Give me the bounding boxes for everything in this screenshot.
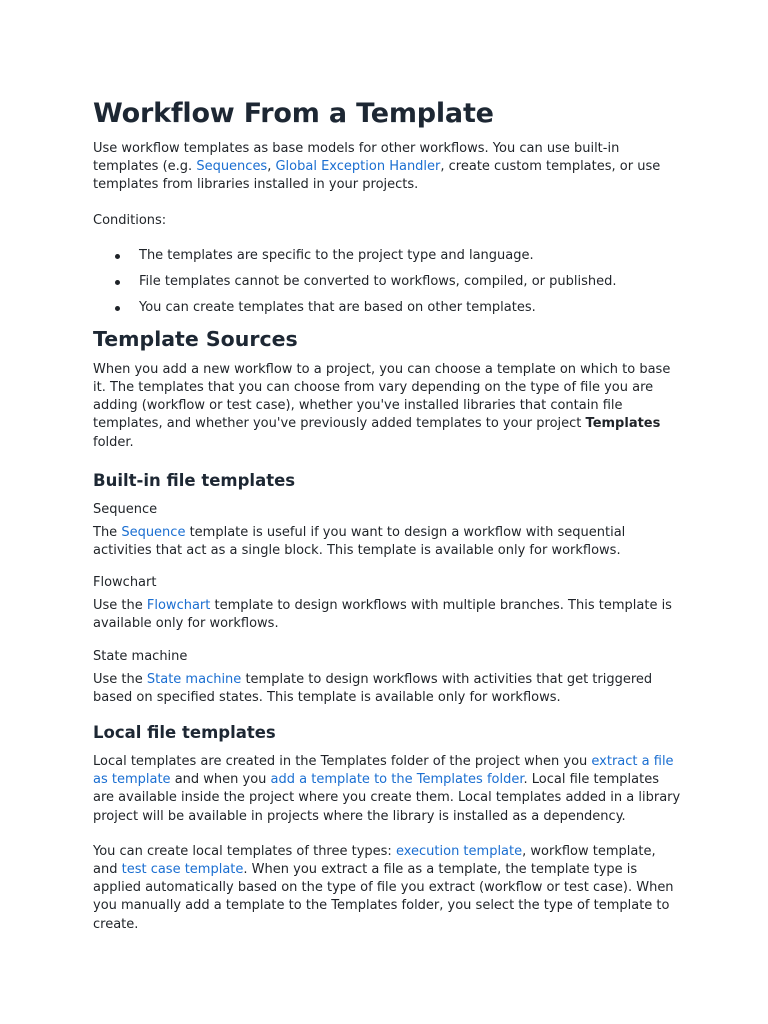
article-content: [93, 96, 683, 951]
state-machine-label: State machine: [93, 648, 188, 664]
builtin-templates-heading: Built-in file templates: [93, 470, 296, 490]
intro-text: ,: [267, 159, 276, 175]
local-templates-paragraph: Local templates are created in the Templates folder of the project when you extract a file as template and when you add a template to the Templates folder. Local file templates are available inside the project where you create them. Local templates added in a library project will be available in projects where the library is installed as a dependency.: [93, 754, 681, 824]
list-item: The templates are specific to the project type and language.: [93, 247, 683, 265]
list-item: File templates cannot be converted to workflows, compiled, or published.: [93, 273, 683, 291]
global-exception-handler-link[interactable]: Global Exception Handler: [275, 159, 441, 175]
local-template-types-paragraph: You can create local templates of three types: execution template, workflow template, and test case template. When you extract a file as a template, the template type is applied automatically based on the type of file you extract (workflow or test case). When you manually add a template to the Templates folder, you select the type of template to create.: [93, 843, 674, 932]
local-templates-heading: Local file templates: [93, 723, 276, 743]
intro-text: , create custom templates, or use templates from libraries installed in your projects.: [93, 159, 661, 193]
templates-folder-name: Templates: [585, 416, 661, 432]
template-sources-heading: Template Sources: [93, 326, 298, 351]
flowchart-description: Use the Flowchart template to design workflows with multiple branches. This template is available only for workflows.: [93, 598, 672, 632]
bullet-icon: [115, 254, 120, 259]
intro-paragraph: [93, 140, 683, 195]
sequence-link[interactable]: Sequence: [121, 524, 186, 540]
conditions-label: Conditions:: [93, 212, 167, 228]
test-case-template-link[interactable]: test case template: [121, 862, 244, 878]
flowchart-label: Flowchart: [93, 575, 157, 591]
extract-file-as-template-link[interactable]: extract a file as template: [93, 754, 674, 788]
add-template-to-folder-link[interactable]: add a template to the Templates folder: [270, 772, 524, 788]
execution-template-link[interactable]: execution template: [395, 843, 523, 859]
state-machine-description: Use the State machine template to design workflows with activities that get triggered based on specified states. This template is available only for workflows.: [93, 671, 653, 705]
bullet-icon: [115, 280, 120, 285]
sequence-description: The Sequence template is useful if you want to design a workflow with sequential activities that act as a single block. This template is available only for workflows.: [93, 524, 626, 559]
sequences-link[interactable]: Sequences: [196, 159, 268, 175]
sequence-label: Sequence: [93, 501, 158, 517]
state-machine-link[interactable]: State machine: [146, 671, 242, 687]
conditions-list: [93, 247, 683, 317]
page-title: Workflow From a Template: [93, 98, 494, 129]
template-sources-paragraph: When you add a new workflow to a project, you can choose a template on which to base it. The templates that you can choose from vary depending on the type of file you are adding (workflow or test case), whether you've installed libraries that contain file templates, and whether you've previously added templates to your project Templates folder.: [93, 361, 671, 450]
intro-text: Use workflow templates as base models for other workflows. You can use built-in templates (e.g.: [93, 141, 620, 175]
list-item: You can create templates that are based on other templates.: [93, 299, 683, 317]
flowchart-link[interactable]: Flowchart: [146, 598, 211, 614]
bullet-icon: [115, 306, 120, 311]
